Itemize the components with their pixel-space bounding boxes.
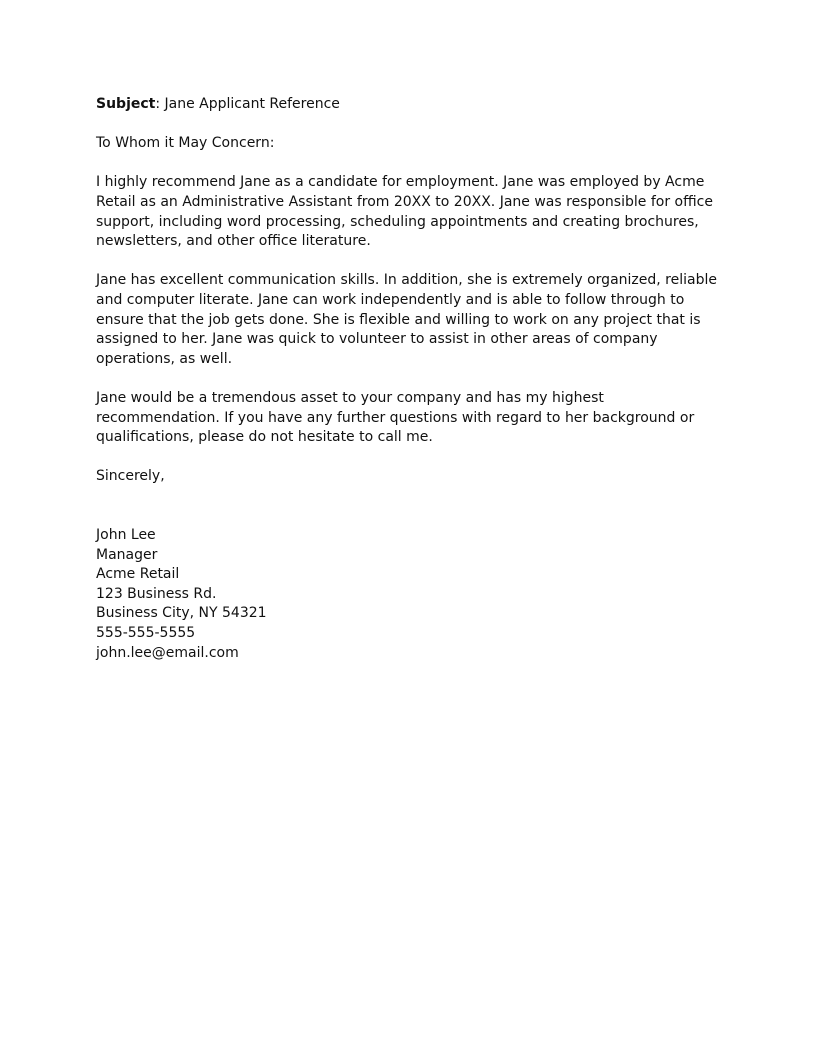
closing: Sincerely, — [96, 468, 165, 485]
signer-title: Manager — [96, 546, 158, 563]
subject-text: : Jane Applicant Reference — [155, 96, 340, 112]
signer-name: John Lee — [96, 527, 156, 544]
signer-street: 123 Business Rd. — [96, 585, 217, 602]
body-paragraph-2: Jane has excellent communication skills. In addition, she is extremely organized, reliable and computer literate. Jane can work independently and is able to follow through to ensure that the job gets done. She is flexible and willing to work on any project that is assigned to her. Jane was quick to volunteer to assist in other areas of company operations, as well. — [96, 272, 717, 367]
signer-city-state-zip: Business City, NY 54321 — [96, 605, 267, 622]
signer-company: Acme Retail — [96, 566, 180, 583]
body-paragraph-3: Jane would be a tremendous asset to your company and has my highest recommendation. If you have any further questions with regard to her background or qualifications, please do not hesitate to call me. — [96, 389, 695, 446]
body-paragraph-1: I highly recommend Jane as a candidate for employment. Jane was employed by Acme Retail as an Administrative Assistant from 20XX to 20XX. Jane was responsible for office support, including word processing, scheduling appointments and creating brochures, newsletters, and other office literature. — [96, 174, 713, 250]
subject-line — [96, 95, 720, 115]
signer-phone: 555-555-5555 — [96, 625, 196, 642]
greeting: To Whom it May Concern: — [96, 135, 275, 152]
subject-label: Subject — [96, 96, 156, 112]
signature-block — [96, 526, 720, 663]
reference-letter — [96, 95, 720, 663]
signer-email: john.lee@email.com — [96, 644, 239, 661]
